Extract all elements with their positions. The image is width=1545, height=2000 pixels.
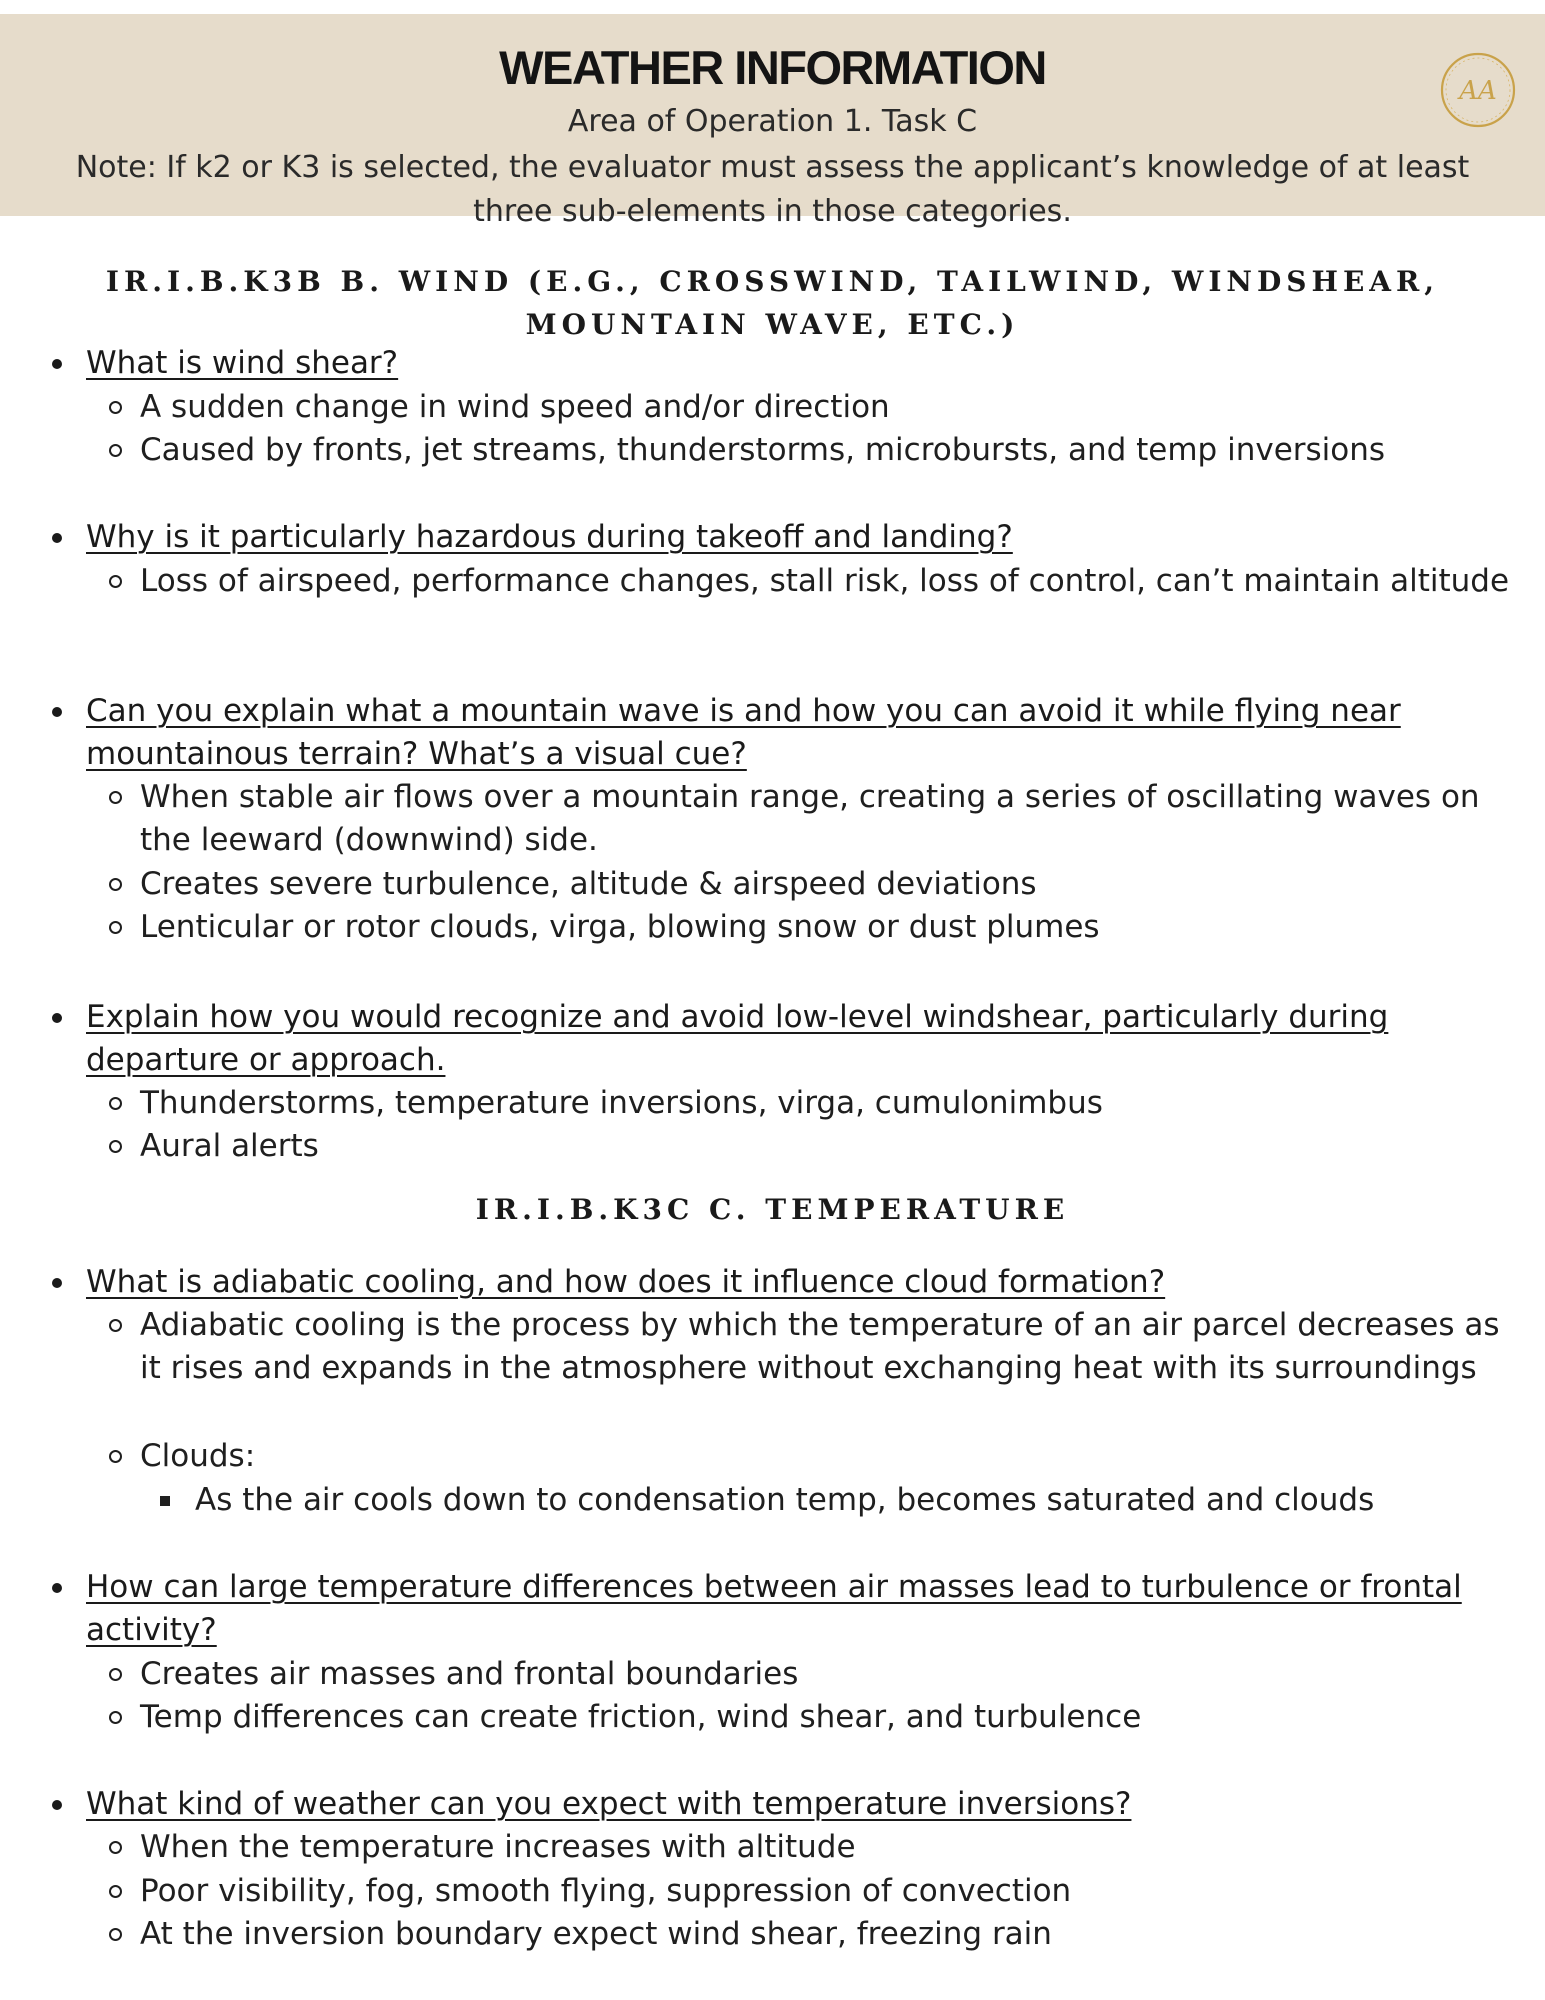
answer-item: When the temperature increases with altitude (140, 1826, 1520, 1869)
question-adiabatic-cooling: What is adiabatic cooling, and how does it influence cloud formation? (86, 1261, 1506, 1304)
answer-item: Aural alerts (140, 1125, 1520, 1168)
answer-item: When stable air flows over a mountain range, creating a series of oscillating waves on the leeward (downwind) side. (140, 776, 1520, 862)
question-mountain-wave: Can you explain what a mountain wave is and how you can avoid it while flying near mountainous terrain? What’s a visual cue? (86, 690, 1506, 776)
answer-item: Clouds: (140, 1435, 1520, 1478)
page-subtitle: Area of Operation 1. Task C (567, 104, 978, 139)
question-takeoff-landing-hazard: Why is it particularly hazardous during takeoff and landing? (86, 516, 1506, 559)
logo-monogram: AA (1459, 76, 1497, 106)
question-air-mass-temperature-differences: How can large temperature differences between air masses lead to turbulence or frontal activity? (86, 1566, 1506, 1652)
answer-item: Creates air masses and frontal boundaries (140, 1653, 1520, 1696)
answer-item: Creates severe turbulence, altitude & airspeed deviations (140, 863, 1520, 906)
header-banner (0, 14, 1545, 229)
answer-item: Poor visibility, fog, smooth flying, suppression of convection (140, 1870, 1520, 1913)
question-temperature-inversions: What kind of weather can you expect with temperature inversions? (86, 1783, 1506, 1826)
answer-item: Caused by fronts, jet streams, thunderstorms, microbursts, and temp inversions (140, 429, 1520, 472)
evaluator-note: Note: If k2 or K3 is selected, the evaluator must assess the applicant’s knowledge of at least three sub-elements in those categories. (75, 150, 1470, 229)
answer-item: Thunderstorms, temperature inversions, virga, cumulonimbus (140, 1082, 1520, 1125)
section-heading-wind: IR.I.B.K3B B. WIND (E.G., CROSSWIND, TAILWIND, WINDSHEAR, MOUNTAIN WAVE, ETC.) (105, 265, 1440, 341)
answer-item: A sudden change in wind speed and/or direction (140, 386, 1520, 429)
answer-item: Temp differences can create friction, wind shear, and turbulence (140, 1696, 1520, 1739)
question-low-level-windshear: Explain how you would recognize and avoid low-level windshear, particularly during departure or approach. (86, 996, 1506, 1082)
section-heading-temperature: IR.I.B.K3C C. TEMPERATURE (475, 1193, 1070, 1226)
question-wind-shear: What is wind shear? (86, 342, 1506, 385)
sub-answer-item: As the air cools down to condensation temp, becomes saturated and clouds (195, 1479, 1525, 1522)
answer-item: Adiabatic cooling is the process by which the temperature of an air parcel decreases as it rises and expands in the atmosphere without exchanging heat with its surroundings (140, 1304, 1520, 1390)
brand-logo (1438, 50, 1518, 130)
answer-item: Loss of airspeed, performance changes, stall risk, loss of control, can’t maintain altitude (140, 560, 1520, 603)
answer-item: Lenticular or rotor clouds, virga, blowing snow or dust plumes (140, 906, 1520, 949)
page-title: WEATHER INFORMATION (499, 41, 1046, 94)
answer-item: At the inversion boundary expect wind shear, freezing rain (140, 1913, 1520, 1956)
